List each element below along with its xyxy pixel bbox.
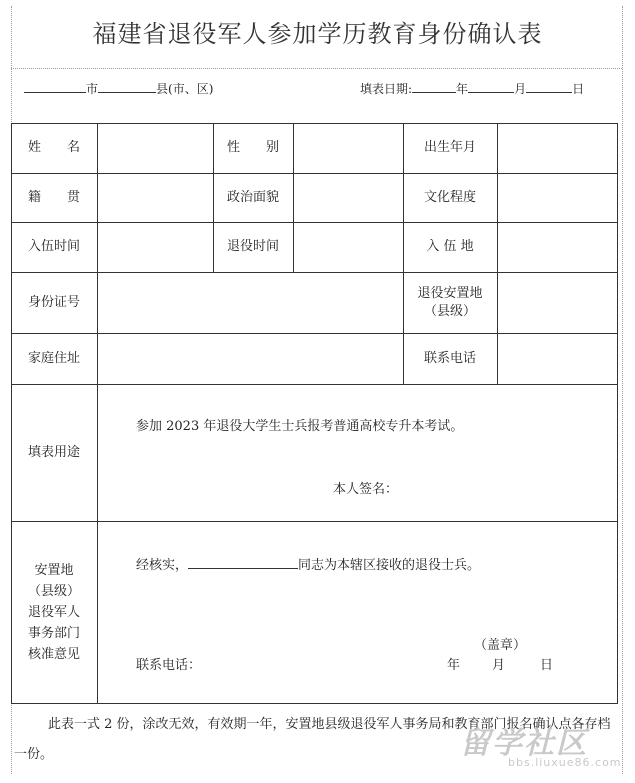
page-border bbox=[11, 6, 623, 774]
fill-month-blank[interactable] bbox=[468, 80, 514, 93]
city-county-line bbox=[24, 80, 213, 97]
county-blank[interactable] bbox=[98, 80, 156, 93]
fill-year-blank[interactable] bbox=[412, 80, 456, 93]
approval-day-label: 日 bbox=[540, 658, 554, 673]
id-input[interactable] bbox=[97, 272, 403, 333]
native-input[interactable] bbox=[97, 173, 213, 222]
purpose-text: 参加 2023 年退役大学生士兵报考普通高校专升本考试。 bbox=[136, 419, 464, 434]
enlist-place-input[interactable] bbox=[497, 222, 617, 272]
signature-label: 本人签名： bbox=[333, 482, 399, 497]
watermark-logo bbox=[460, 718, 622, 769]
fill-date-line bbox=[360, 80, 584, 97]
enlist-place-label: 入 伍 地 bbox=[426, 239, 474, 254]
address-label: 家庭住址 bbox=[27, 350, 80, 366]
watermark-text: 留学社区 bbox=[460, 726, 588, 761]
phone-input[interactable] bbox=[497, 333, 617, 384]
fill-year-label: 年 bbox=[456, 82, 469, 96]
enlist-time-input[interactable] bbox=[97, 222, 213, 272]
approval-year-label: 年 bbox=[447, 658, 461, 673]
gender-label: 性 别 bbox=[226, 140, 279, 155]
retire-time-input[interactable] bbox=[293, 222, 403, 272]
verified-prefix: 经核实， bbox=[136, 558, 189, 573]
phone-label: 联系电话 bbox=[423, 350, 476, 366]
fill-day-label: 日 bbox=[572, 82, 585, 96]
seal-label: （盖章） bbox=[474, 638, 527, 653]
enlist-time-label: 入伍时间 bbox=[27, 239, 80, 254]
city-suffix: 市 bbox=[86, 82, 99, 96]
footer-note: 此表一式 2 份，涂改无效，有效期一年，安置地县级退役军人事务局和教育部门报名确认点各存档一份。 bbox=[14, 717, 611, 762]
settle-place-label: 退役安置地（县级） bbox=[417, 285, 483, 319]
title-divider bbox=[11, 68, 622, 69]
watermark-url: bbs.liuxue86.com bbox=[508, 756, 622, 769]
fill-date-label: 填表日期: bbox=[360, 82, 413, 96]
name-label: 姓 名 bbox=[27, 140, 80, 155]
id-label: 身份证号 bbox=[27, 294, 80, 310]
city-blank[interactable] bbox=[24, 80, 86, 93]
purpose-label: 填表用途 bbox=[27, 444, 80, 460]
native-label: 籍 贯 bbox=[27, 189, 80, 205]
education-input[interactable] bbox=[497, 173, 617, 222]
political-label: 政治面貌 bbox=[226, 189, 279, 205]
verified-suffix: 同志为本辖区接收的退役士兵。 bbox=[298, 558, 481, 573]
approval-label: 安置地（县级）退役军人事务部门核准意见 bbox=[27, 562, 80, 662]
comrade-name-blank[interactable] bbox=[188, 556, 298, 569]
approval-contact-label: 联系电话： bbox=[136, 658, 202, 673]
form-title: 福建省退役军人参加学历教育身份确认表 bbox=[92, 20, 543, 48]
fill-day-blank[interactable] bbox=[526, 80, 572, 93]
address-input[interactable] bbox=[97, 333, 403, 384]
settle-place-input[interactable] bbox=[497, 272, 617, 333]
name-input[interactable] bbox=[97, 123, 213, 173]
education-label: 文化程度 bbox=[423, 189, 476, 205]
approval-month-label: 月 bbox=[492, 658, 506, 673]
verified-line bbox=[136, 554, 480, 573]
gender-input[interactable] bbox=[293, 123, 403, 173]
birth-input[interactable] bbox=[497, 123, 617, 173]
retire-time-label: 退役时间 bbox=[226, 239, 279, 254]
political-input[interactable] bbox=[293, 173, 403, 222]
fill-month-label: 月 bbox=[514, 82, 527, 96]
birth-label: 出生年月 bbox=[423, 140, 476, 155]
county-suffix: 县(市、区) bbox=[156, 82, 214, 96]
